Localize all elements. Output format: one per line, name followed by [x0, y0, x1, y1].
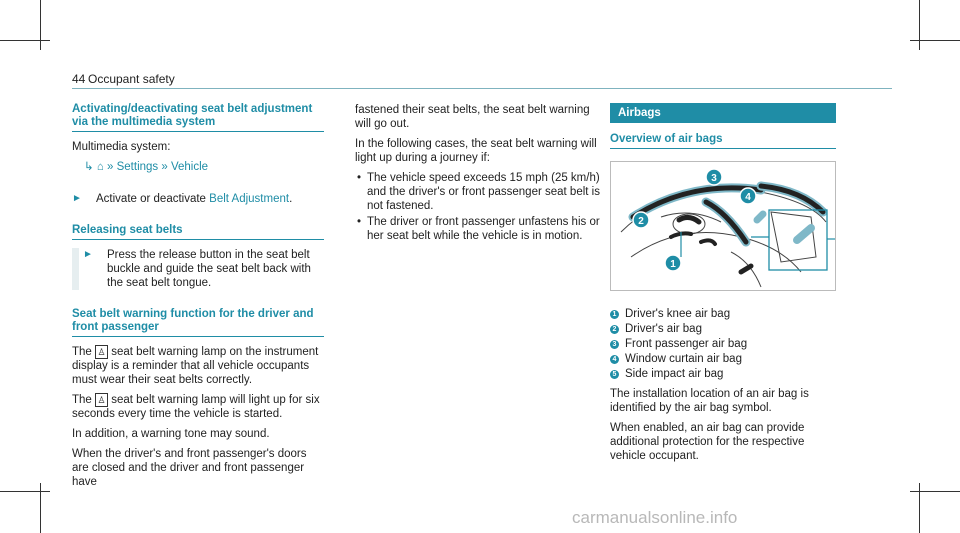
- item-label: Driver's knee air bag: [625, 308, 731, 320]
- svg-text:1: 1: [670, 259, 676, 270]
- menu-vehicle[interactable]: Vehicle: [170, 161, 209, 173]
- section-title: Occupant safety: [88, 72, 175, 86]
- paragraph: When the driver's and front passenger's doors are closed and the driver and front passenger have: [72, 448, 307, 489]
- heading-releasing: Releasing seat belts: [72, 224, 324, 240]
- belt-adjustment-link[interactable]: Belt Adjustment: [209, 193, 290, 205]
- step-text: Press the release button in the seat belt buckle and guide the seat belt back with the seat belt tongue.: [107, 249, 311, 289]
- home-icon[interactable]: ⌂: [96, 161, 104, 173]
- seatbelt-warning-icon: ♙: [95, 345, 108, 359]
- list-item: [610, 307, 836, 321]
- step-arrow-icon: ►: [72, 193, 82, 204]
- number-badge: 4: [610, 355, 619, 364]
- number-badge: 1: [610, 310, 619, 319]
- svg-text:4: 4: [745, 192, 751, 203]
- step-text-suffix: .: [289, 193, 293, 205]
- text: seat belt warning lamp will light up for six seconds every time the vehicle is started.: [72, 394, 320, 421]
- left-column: [72, 103, 324, 495]
- menu-settings[interactable]: Settings: [116, 161, 159, 173]
- callout-1: [665, 255, 681, 271]
- svg-text:2: 2: [638, 216, 644, 227]
- heading-warning-function: Seat belt warning function for the driver and front passenger: [72, 308, 324, 337]
- item-label: Side impact air bag: [625, 368, 724, 380]
- crop-mark: [0, 491, 50, 492]
- driver-airbag: [679, 217, 699, 222]
- step-release: [72, 248, 324, 290]
- callout-2: [633, 212, 649, 228]
- heading-belt-adjustment: Activating/deactivating seat belt adjustment via the multimedia system: [72, 103, 324, 132]
- crop-mark: [910, 491, 960, 492]
- curtain-airbag-right: [761, 186, 823, 212]
- list-item: [610, 352, 836, 366]
- svg-text:3: 3: [711, 173, 717, 184]
- crop-mark: [0, 40, 50, 41]
- paragraph: In addition, a warning tone may sound.: [72, 428, 270, 441]
- crop-mark: [919, 483, 920, 533]
- callout-3: [706, 169, 722, 185]
- list-item: [610, 337, 836, 351]
- chevron-icon: »: [107, 161, 114, 173]
- airbag-illustration: [610, 161, 836, 291]
- list-item: • The driver or front passenger unfastens his or her seat belt while the vehicle is in motion.: [355, 215, 600, 243]
- watermark: carmanualsonline.info: [572, 508, 738, 527]
- seatbelt-warning-icon: ♙: [95, 393, 108, 407]
- menu-path: [72, 160, 324, 174]
- paragraph: [72, 393, 324, 421]
- item-label: Window curtain air bag: [625, 353, 742, 365]
- paragraph: fastened their seat belts, the seat belt warning will go out.: [355, 104, 590, 130]
- list-item: [610, 322, 836, 336]
- paragraph: When enabled, an air bag can provide additional protection for the respective vehicle occupant.: [610, 422, 805, 462]
- side-airbag-rear: [797, 228, 811, 240]
- paragraph: [72, 345, 324, 387]
- item-label: Front passenger air bag: [625, 338, 748, 350]
- crop-mark: [40, 0, 41, 50]
- heading-airbag-overview: Overview of air bags: [610, 133, 836, 149]
- middle-column: [355, 103, 600, 249]
- multimedia-label: Multimedia system:: [72, 141, 171, 153]
- car-interior-diagram: [611, 162, 835, 290]
- crop-mark: [910, 40, 960, 41]
- paragraph: In the following cases, the seat belt warning will light up during a journey if:: [355, 138, 597, 164]
- number-badge: 3: [610, 340, 619, 349]
- callout-4: [740, 188, 756, 204]
- list-item: • The vehicle speed exceeds 15 mph (25 km/h) and the driver's or front passenger seat belt is not fastened.: [355, 171, 600, 213]
- page-number: 44: [72, 72, 86, 86]
- side-airbag-lower: [741, 266, 751, 272]
- crop-mark: [919, 0, 920, 50]
- paragraph: The installation location of an air bag is identified by the air bag symbol.: [610, 388, 809, 414]
- section-banner: Airbags: [610, 103, 836, 123]
- step-text: [96, 192, 292, 206]
- header-rule: [72, 88, 892, 89]
- text: The: [72, 346, 92, 359]
- list-item: [610, 367, 836, 381]
- text: seat belt warning lamp on the instrument display is a reminder that all vehicle occupants must wear their seat belts correctly.: [72, 346, 319, 387]
- right-column: [610, 103, 836, 469]
- chevron-icon: »: [161, 161, 168, 173]
- number-badge: 2: [610, 325, 619, 334]
- crop-mark: [40, 483, 41, 533]
- airbag-list: [610, 307, 836, 381]
- bullet-list: [355, 171, 600, 243]
- number-badge: 5: [610, 370, 619, 379]
- side-airbag-front: [757, 214, 763, 220]
- step-text-prefix: Activate or deactivate: [96, 193, 210, 205]
- side-airbag-1: [701, 240, 715, 244]
- text: The: [72, 394, 92, 407]
- step-arrow-icon: ►: [83, 249, 93, 260]
- step-activate: [72, 192, 324, 206]
- return-arrow-icon: ↳: [84, 161, 94, 173]
- item-label: Driver's air bag: [625, 323, 702, 335]
